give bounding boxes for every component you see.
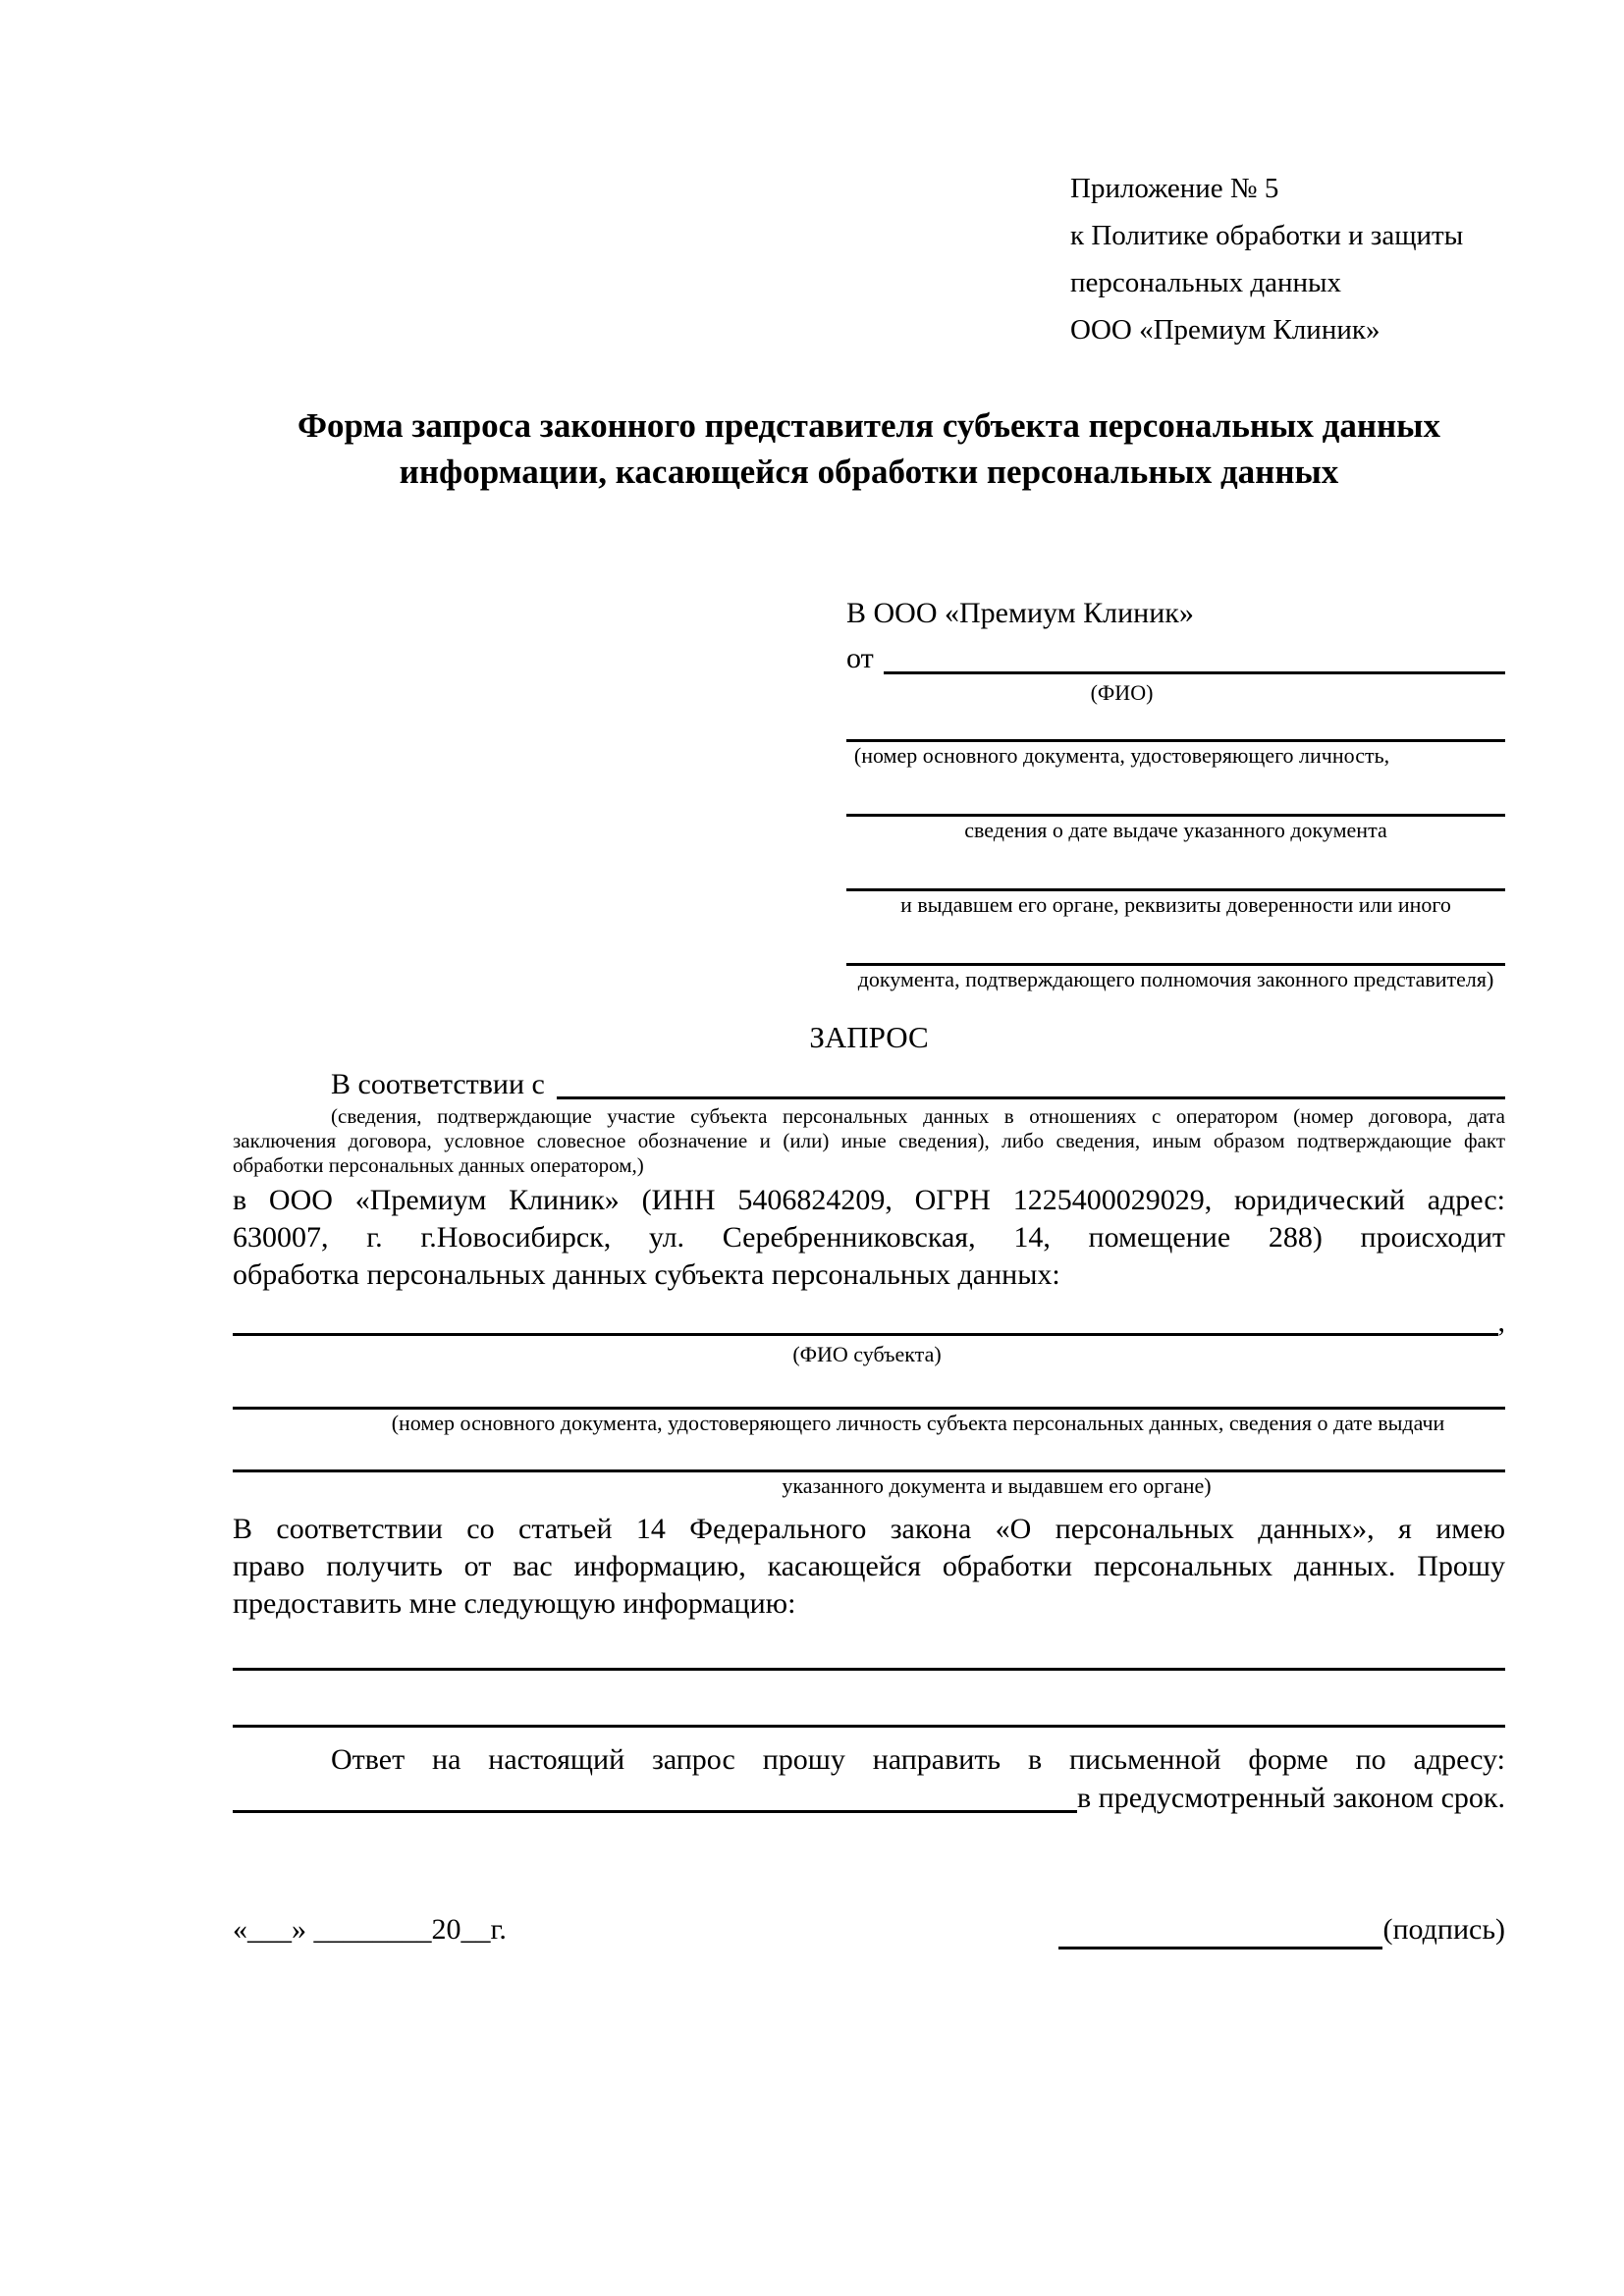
signature-blank-line <box>1058 1913 1382 1949</box>
date-blank-text: «___» ________20__г. <box>233 1913 507 1946</box>
appendix-line: ООО «Премиум Клиник» <box>1070 314 1380 346</box>
operator-paragraph-line: обработка персональных данных субъекта персональных данных: <box>233 1258 1060 1291</box>
law-paragraph <box>233 1511 1505 1623</box>
document-title <box>233 402 1505 495</box>
accordance-row <box>233 1065 1505 1104</box>
field-caption: (номер основного документа, удостоверяющего личность, <box>853 743 1390 768</box>
subject-doc-caption-1: (номер основного документа, удостоверяющего личность субъекта персональных данных, сведения о дате выдачи <box>391 1411 1445 1435</box>
recipient-field-group <box>846 963 1505 992</box>
accordance-blank-line <box>557 1065 1505 1099</box>
accordance-caption-line: (сведения, подтверждающие участие субъекта персональных данных в отношениях с оператором (номер договора, дата <box>331 1104 1505 1128</box>
reply-address-blank-line <box>233 1779 1077 1813</box>
signature-area <box>1058 1910 1505 1949</box>
subject-fio-comma: , <box>1497 1306 1505 1338</box>
subject-doc-group-1 <box>233 1407 1505 1436</box>
reply-address-row <box>233 1779 1505 1818</box>
law-paragraph-line: В соответствии со статьей 14 Федерального закона «О персональных данных», я имею <box>233 1513 1505 1545</box>
accordance-label: В соответствии с <box>331 1068 545 1100</box>
signature-caption: (подпись) <box>1382 1913 1505 1946</box>
field-caption: и выдавшем его органе, реквизиты доверенности или иного <box>900 892 1451 917</box>
request-heading: ЗАПРОС <box>809 1020 929 1054</box>
subject-doc-caption-2: указанного документа и выдавшем его органе) <box>782 1473 1212 1498</box>
recipient-field-group <box>846 739 1505 769</box>
operator-paragraph <box>233 1182 1505 1294</box>
subject-fio-row <box>233 1304 1505 1341</box>
reply-paragraph-line-1: Ответ на настоящий запрос прошу направить в письменной форме по адресу: <box>331 1743 1505 1776</box>
from-blank-line <box>884 638 1505 674</box>
title-line-2: информации, касающейся обработки персональных данных <box>399 453 1339 491</box>
recipient-field-group <box>846 814 1505 843</box>
recipient-block <box>846 593 1505 992</box>
subject-fio-blank-line <box>233 1304 1498 1336</box>
operator-paragraph-line: 630007, г. г.Новосибирск, ул. Серебренниковская, 14, помещение 288) происходит <box>233 1221 1505 1254</box>
accordance-caption-line: заключения договора, условное словесное обозначение и (или) иные сведения), либо сведения, иным образом подтверждающие факт <box>233 1129 1505 1152</box>
from-label: от <box>846 642 874 674</box>
law-paragraph-line: право получить от вас информацию, касающейся обработки персональных данных. Прошу <box>233 1550 1505 1582</box>
info-blank-line-2 <box>233 1725 1505 1728</box>
appendix-line: к Политике обработки и защиты <box>1070 220 1464 251</box>
document-content <box>233 0 1505 1949</box>
appendix-line: персональных данных <box>1070 267 1342 298</box>
law-paragraph-line: предоставить мне следующую информацию: <box>233 1587 796 1620</box>
accordance-caption <box>233 1104 1505 1178</box>
recipient-field-group <box>846 888 1505 918</box>
appendix-block <box>1070 165 1505 353</box>
recipient-organization: В ООО «Премиум Клиник» <box>846 597 1194 629</box>
field-caption: документа, подтверждающего полномочия законного представителя) <box>857 967 1494 991</box>
subject-doc-group-2 <box>233 1469 1505 1499</box>
title-line-1: Форма запроса законного представителя субъекта персональных данных <box>298 406 1440 445</box>
fio-caption: (ФИО) <box>1090 680 1154 705</box>
appendix-line: Приложение № 5 <box>1070 173 1279 204</box>
accordance-caption-line: обработки персональных данных оператором,) <box>233 1153 644 1177</box>
signature-row <box>233 1910 1505 1949</box>
field-caption: сведения о дате выдаче указанного документа <box>964 818 1387 842</box>
reply-line-2-text: в предусмотренный законом срок. <box>1077 1782 1505 1814</box>
operator-paragraph-line: в ООО «Премиум Клиник» (ИНН 5406824209, ОГРН 1225400029029, юридический адрес: <box>233 1184 1505 1216</box>
info-blank-line-1 <box>233 1668 1505 1671</box>
from-row <box>846 638 1505 679</box>
subject-fio-caption: (ФИО субъекта) <box>792 1342 942 1366</box>
